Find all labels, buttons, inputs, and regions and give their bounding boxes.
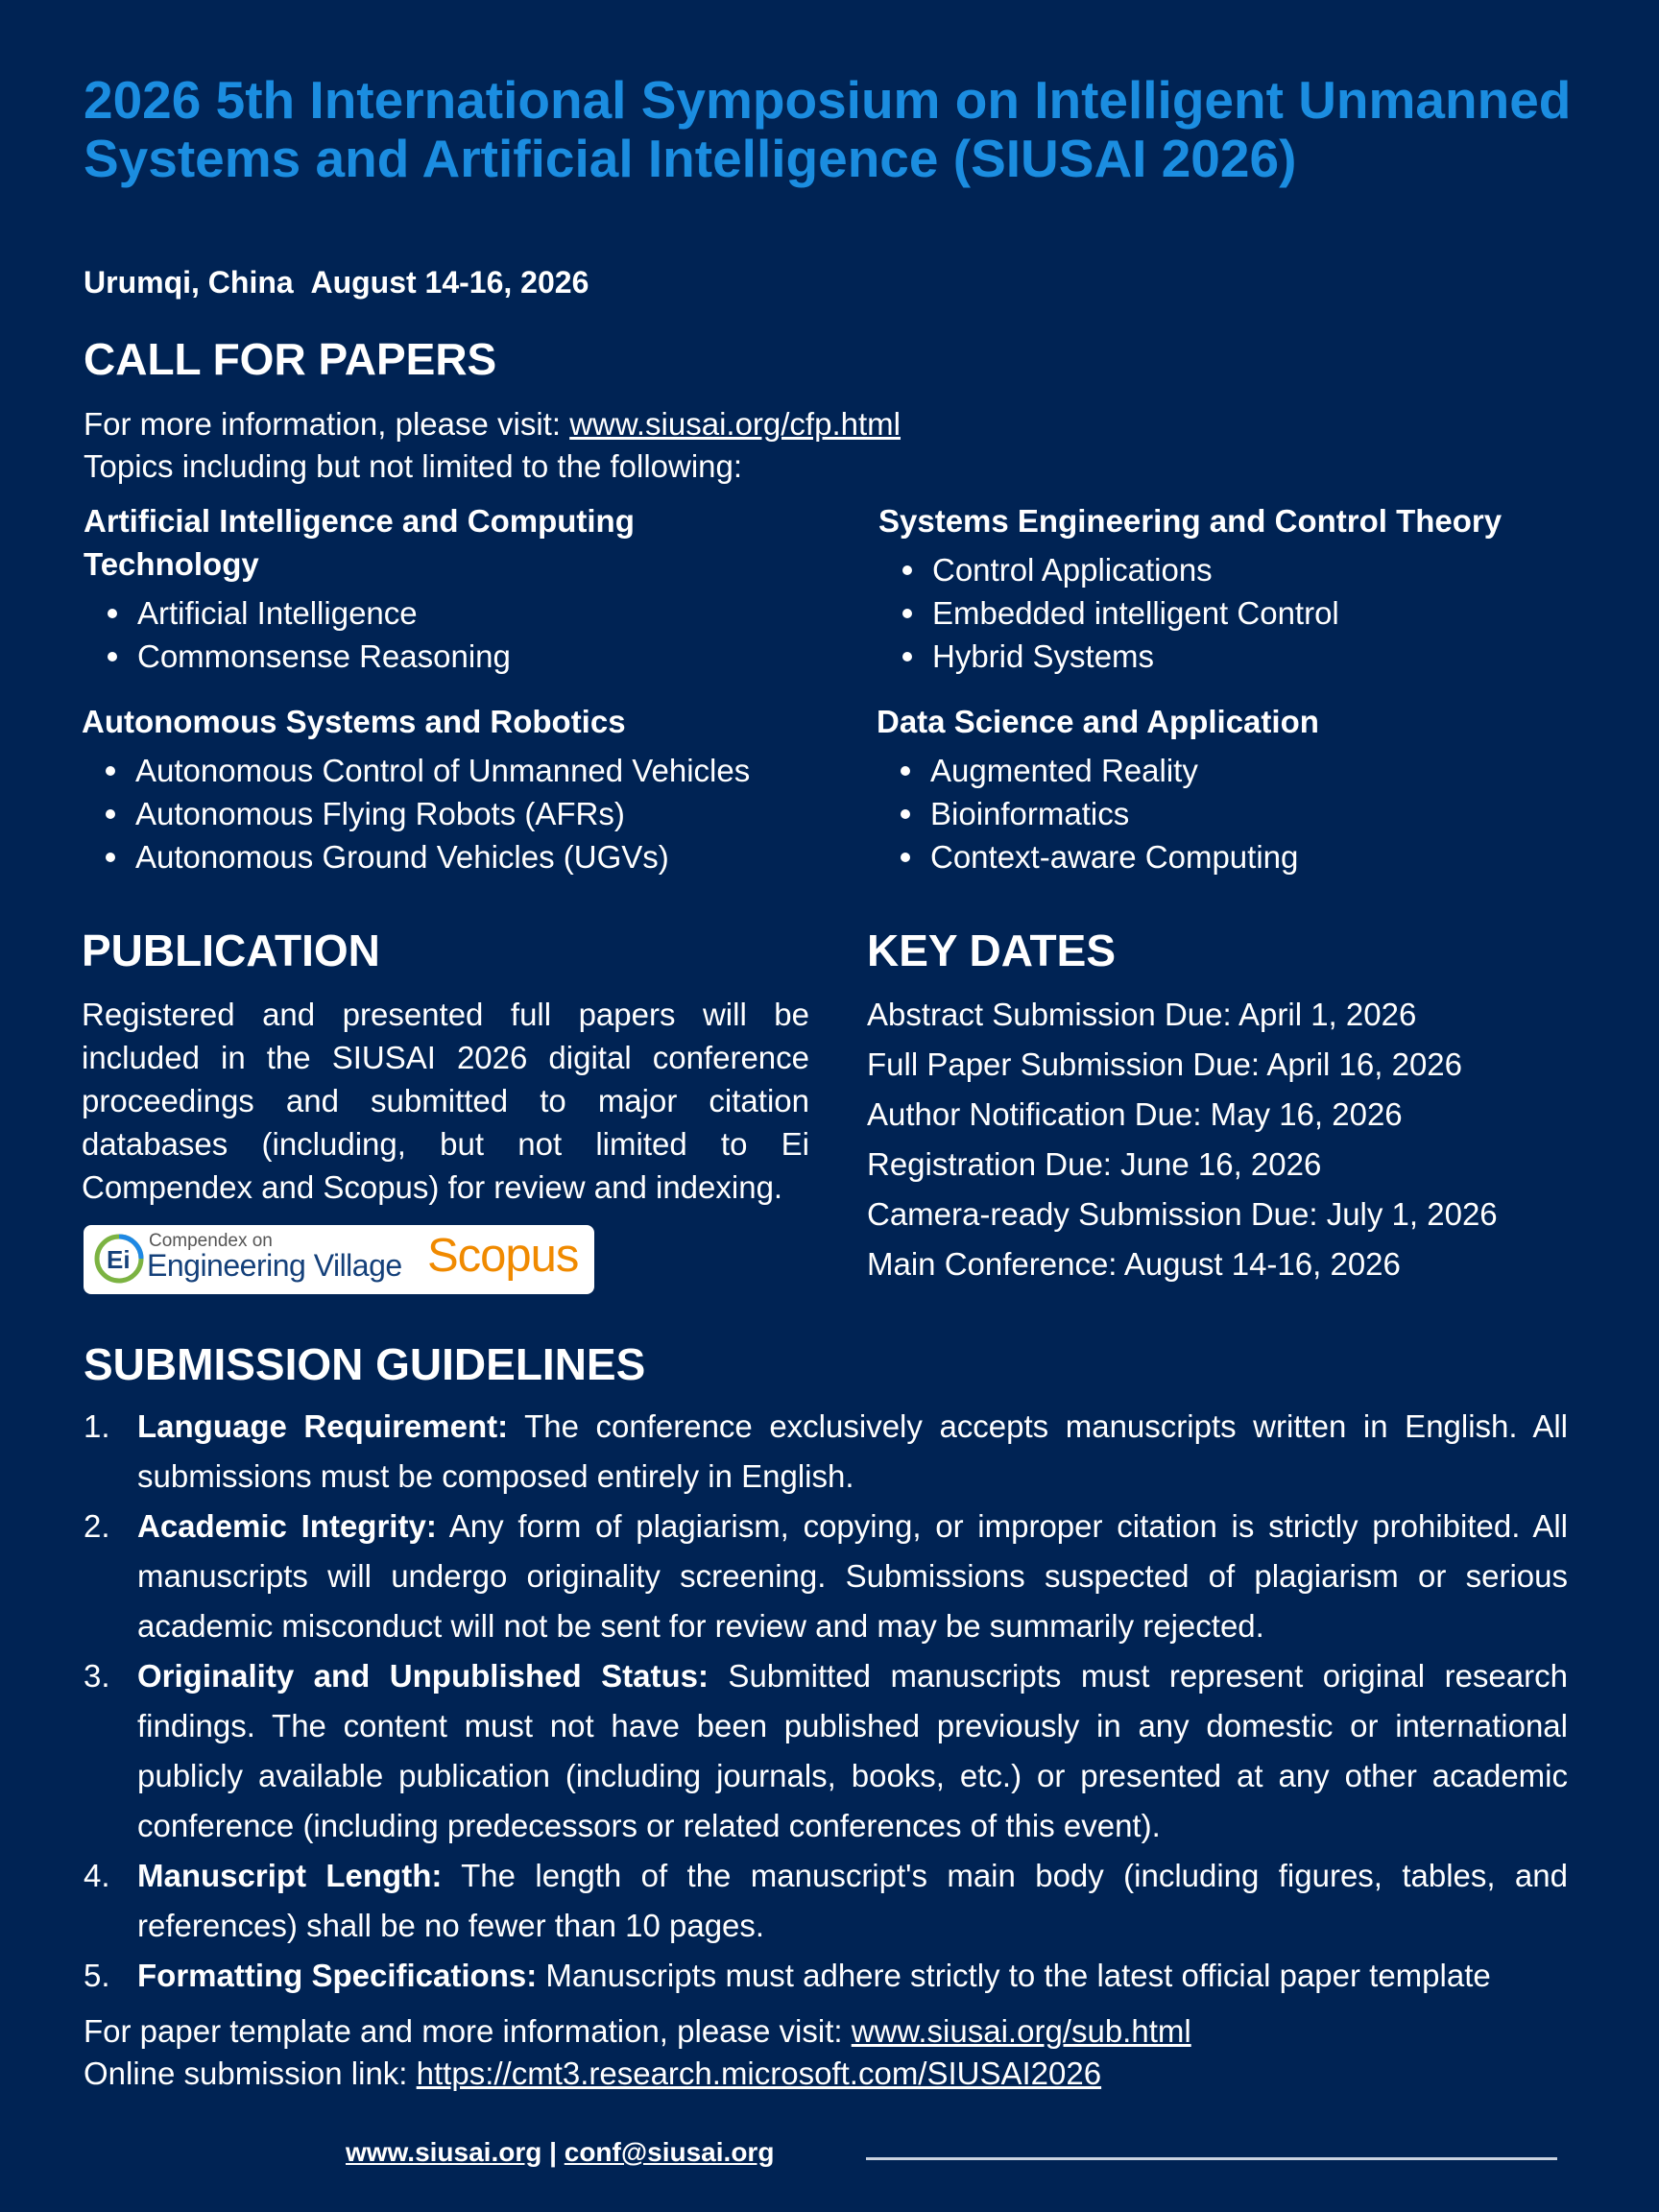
topic-list — [84, 591, 698, 678]
topic-list — [82, 749, 850, 878]
key-date-item: Full Paper Submission Due: April 16, 2026 — [867, 1046, 1463, 1082]
list-item: Context-aware Computing — [877, 835, 1606, 878]
topic-list — [878, 548, 1608, 678]
guideline-number: 2. — [84, 1508, 110, 1544]
submission-link[interactable]: https://cmt3.research.microsoft.com/SIUSAI2026 — [416, 2056, 1102, 2091]
key-date-item: Registration Due: June 16, 2026 — [867, 1146, 1322, 1182]
template-link[interactable]: www.siusai.org/sub.html — [851, 2013, 1191, 2049]
submission-links — [84, 2010, 1191, 2095]
ei-logo-icon — [93, 1233, 145, 1285]
topic-heading: Systems Engineering and Control Theory — [878, 503, 1503, 539]
list-item: Artificial Intelligence — [84, 591, 698, 635]
footer-website-link[interactable]: www.siusai.org — [346, 2137, 542, 2167]
key-dates-heading: KEY DATES — [867, 926, 1117, 975]
guidelines-list-wrap — [84, 1402, 1568, 2001]
topic-group-robotics — [82, 700, 850, 878]
guideline-label: Manuscript Length: — [137, 1858, 443, 1893]
cfp-heading: CALL FOR PAPERS — [84, 334, 497, 384]
submission-prefix: Online submission link: — [84, 2056, 417, 2091]
cfp-info-prefix: For more information, please visit: — [84, 406, 570, 442]
topic-group-data-science — [877, 700, 1606, 878]
publication-text: Registered and presented full papers will be included in the SIUSAI 2026 digital conference proceedings and submitted to major citation databases (including, but not limited to Ei Compendex and Scopus) for review and indexing. — [82, 997, 809, 1205]
footer-email-link[interactable]: conf@siusai.org — [564, 2137, 775, 2167]
topics-intro: Topics including but not limited to the following: — [84, 448, 743, 484]
guidelines-list — [84, 1402, 1568, 2001]
key-date-item: Main Conference: August 14-16, 2026 — [867, 1246, 1401, 1282]
event-dates: August 14-16, 2026 — [310, 265, 589, 300]
guideline-number: 1. — [84, 1408, 110, 1444]
key-dates-list — [867, 990, 1498, 1289]
topic-list — [877, 749, 1606, 878]
guideline-label: Language Requirement: — [137, 1408, 509, 1444]
footer-separator: | — [541, 2137, 565, 2167]
scopus-logo: Scopus — [427, 1230, 579, 1282]
topic-heading: Autonomous Systems and Robotics — [82, 704, 626, 739]
location-dates — [84, 265, 589, 301]
guideline-text: Any form of plagiarism, copying, or improper citation is strictly prohibited. All manuscripts will undergo originality screening. Submissions suspected of plagiarism or serious academic misconduct will not be sent for review and may be summarily rejected. — [137, 1508, 1568, 1644]
guideline-item — [84, 1502, 1568, 1651]
publication-heading: PUBLICATION — [82, 926, 380, 975]
guideline-label: Originality and Unpublished Status: — [137, 1658, 709, 1694]
footer-links — [346, 2137, 774, 2168]
guideline-label: Formatting Specifications: — [137, 1958, 538, 1993]
list-item: Commonsense Reasoning — [84, 635, 698, 678]
guidelines-heading: SUBMISSION GUIDELINES — [84, 1339, 646, 1389]
topic-heading: Data Science and Application — [877, 704, 1319, 739]
engineering-village-label: Engineering Village — [147, 1248, 402, 1283]
conference-title: 2026 5th International Symposium on Intelligent Unmanned Systems and Artificial Intelligence (SIUSAI 2026) — [84, 70, 1572, 188]
guideline-text: The length of the manuscript's main body (including figures, tables, and references) shall be no fewer than 10 pages. — [137, 1858, 1568, 1943]
guideline-item — [84, 1851, 1568, 1951]
location: Urumqi, China — [84, 265, 294, 300]
guideline-text: Submitted manuscripts must represent original research findings. The content must not have been published previously in any domestic or international publicly available publication (including journals, books, etc.) or presented at any other academic conference (including predecessors or related conferences of this event). — [137, 1658, 1568, 1843]
list-item: Autonomous Ground Vehicles (UGVs) — [82, 835, 850, 878]
indexing-logo — [84, 1225, 594, 1294]
list-item: Control Applications — [878, 548, 1608, 591]
cfp-link[interactable]: www.siusai.org/cfp.html — [569, 406, 901, 442]
guideline-number: 5. — [84, 1958, 110, 1993]
topic-group-ai — [84, 499, 698, 678]
template-prefix: For paper template and more information, please visit: — [84, 2013, 852, 2049]
topic-heading: Artificial Intelligence and Computing Technology — [84, 503, 635, 582]
guideline-text: Manuscripts must adhere strictly to the latest official paper template — [537, 1958, 1491, 1993]
topic-group-systems — [878, 499, 1608, 678]
key-date-item: Abstract Submission Due: April 1, 2026 — [867, 997, 1417, 1032]
list-item: Hybrid Systems — [878, 635, 1608, 678]
cfp-info — [84, 403, 901, 488]
guideline-number: 4. — [84, 1858, 110, 1893]
guideline-label: Academic Integrity: — [137, 1508, 437, 1544]
guideline-number: 3. — [84, 1658, 110, 1694]
ei-mark-text: Ei — [107, 1245, 131, 1274]
guideline-item — [84, 1951, 1568, 2001]
guideline-item — [84, 1651, 1568, 1851]
list-item: Embedded intelligent Control — [878, 591, 1608, 635]
list-item: Autonomous Flying Robots (AFRs) — [82, 792, 850, 835]
key-date-item: Author Notification Due: May 16, 2026 — [867, 1096, 1403, 1132]
guideline-item — [84, 1402, 1568, 1502]
guideline-text: The conference exclusively accepts manuscripts written in English. All submissions must be composed entirely in English. — [137, 1408, 1568, 1494]
list-item: Autonomous Control of Unmanned Vehicles — [82, 749, 850, 792]
list-item: Bioinformatics — [877, 792, 1606, 835]
list-item: Augmented Reality — [877, 749, 1606, 792]
compendex-label: Compendex on — [149, 1231, 273, 1251]
key-date-item: Camera-ready Submission Due: July 1, 2026 — [867, 1196, 1498, 1232]
footer-divider — [866, 2157, 1557, 2160]
